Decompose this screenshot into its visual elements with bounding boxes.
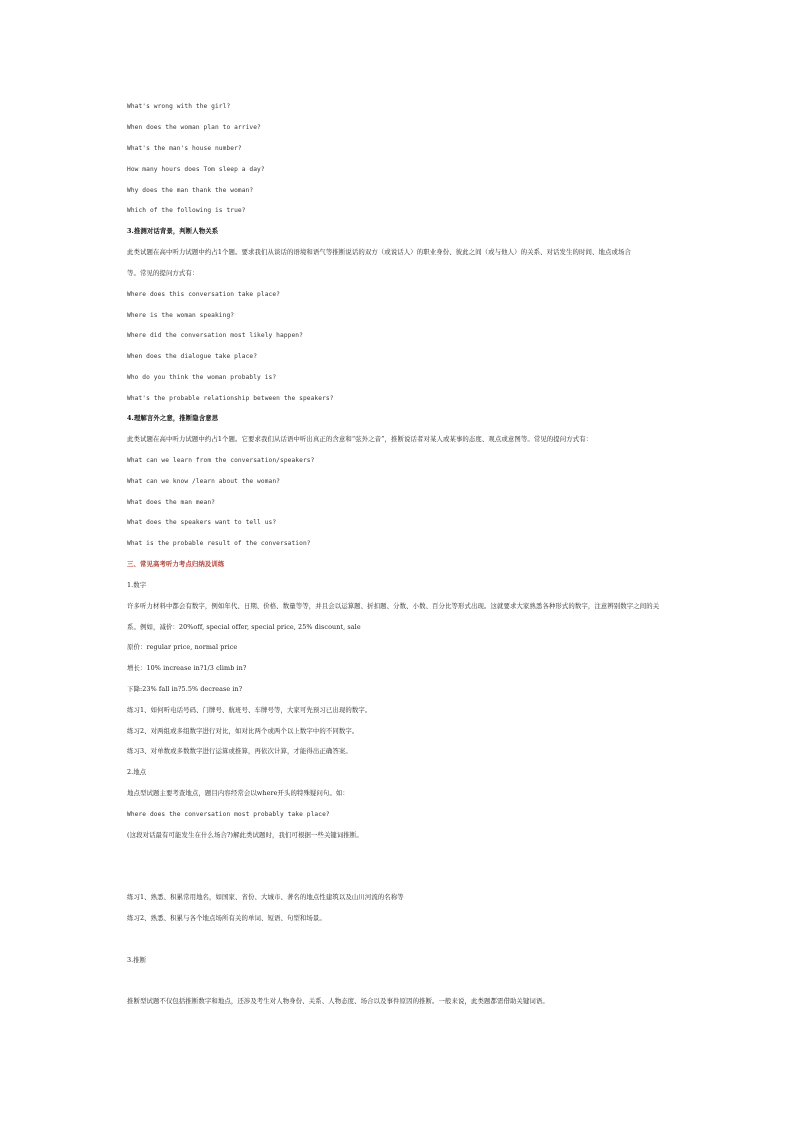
line-q2: When does the woman plan to arrive? — [127, 124, 261, 131]
subheading-inference: 3.推断 — [127, 956, 147, 964]
line-decrease: 下降:23% fall in?5.5% decrease in? — [127, 685, 243, 693]
line-q12: What's the probable relationship between the speakers? — [127, 395, 334, 402]
subheading-numbers: 1.数字 — [127, 581, 147, 589]
paragraph-3-line1: 此类试题在高中听力试题中约占1个题。要求我们从谈话的语境和语气等推断说话的双方（或说话人）的职业身份、彼此之间（或与他人）的关系、对话发生的时间、地点或场合 — [127, 248, 631, 256]
line-regular-price: 原价：regular price, normal price — [127, 643, 238, 651]
paragraph-4: 此类试题在高中听力试题中约占1个题。它要求我们从话语中听出真正的含意和“弦外之音”，推断说话者对某人或某事的态度、观点或意图等。常见的提问方式有： — [127, 435, 593, 443]
paragraph-inference: 推断型试题不仅包括推断数字和地点，还涉及考生对人物身份、关系、人物态度、场合以及事件原因的推断。一般来说，此类题都需借助关键词语。 — [127, 997, 549, 1005]
line-q8: Where is the woman speaking? — [127, 312, 235, 319]
line-increase: 增长：10% increase in?1/3 climb in? — [127, 664, 247, 672]
line-q13: What can we learn from the conversation/speakers? — [127, 457, 315, 464]
line-q7: Where does this conversation take place? — [127, 291, 281, 298]
exercise-3: 练习3、对单数或多数数字进行运算或推算，再依次计算，才能得出正确答案。 — [127, 747, 352, 755]
section-heading-3: 3.推测对话背景，判断人物关系 — [127, 227, 219, 235]
line-q3: What's the man's house number? — [127, 145, 242, 152]
line-q15: What does the man mean? — [127, 499, 215, 506]
line-q6: Which of the following is true? — [127, 207, 246, 214]
line-location-note: (这段对话最有可能发生在什么场合?)解此类试题时，我们可根据一些关键词推断。 — [127, 831, 363, 839]
paragraph-3-line2: 等。常见的提问方式有： — [127, 269, 199, 277]
paragraph-numbers-line1: 许多听力材料中都会有数字，例如年代、日期、价格、数量等等，并且会以运算题、折扣题、分数、小数、百分比等形式出现。这就要求大家熟悉各种形式的数字，注意辨别数字之间的关 — [127, 602, 660, 610]
paragraph-numbers-line2: 系。例如，减价：20%off, special offer, special price, 25% discount, sale — [127, 623, 361, 631]
line-q5: Why does the man thank the woman? — [127, 187, 254, 194]
section-heading-4: 4.理解言外之意，推断隐含意思 — [127, 414, 219, 422]
exercise-1: 练习1、如何听电话号码、门牌号、航班号、车牌号等，大家可先预习已出现的数字。 — [127, 706, 372, 714]
line-q16: What does the speakers want to tell us? — [127, 519, 277, 526]
line-q11: Who do you think the woman probably is? — [127, 374, 277, 381]
line-q9: Where did the conversation most likely happen? — [127, 332, 303, 339]
line-q17: What is the probable result of the conversation? — [127, 540, 311, 547]
line-location-question: Where does the conversation most probably take place? — [127, 811, 330, 818]
section-heading-part3: 三、常见高考听力考点归纳及训练 — [127, 560, 225, 568]
line-q14: What can we know /learn about the woman? — [127, 478, 281, 485]
paragraph-location: 地点型试题主要考查地点，题目内容经常会以where开头的特殊疑问句。如： — [127, 789, 349, 797]
line-q1: What's wrong with the girl? — [127, 103, 231, 110]
exercise-location-2: 练习2、熟悉、积累与各个地点场所有关的单词、短语、句型和场景。 — [127, 914, 326, 922]
line-q4: How many hours does Tom sleep a day? — [127, 166, 265, 173]
subheading-location: 2.地点 — [127, 768, 147, 776]
exercise-location-1: 练习1、熟悉、积累常用地名，如国家、省份、大城市、著名的地点性建筑以及山川河流的名称等 — [127, 893, 404, 901]
line-q10: When does the dialogue take place? — [127, 353, 258, 360]
exercise-2: 练习2、对两组或多组数字进行对比，如对比两个或两个以上数字中的不同数字。 — [127, 727, 359, 735]
